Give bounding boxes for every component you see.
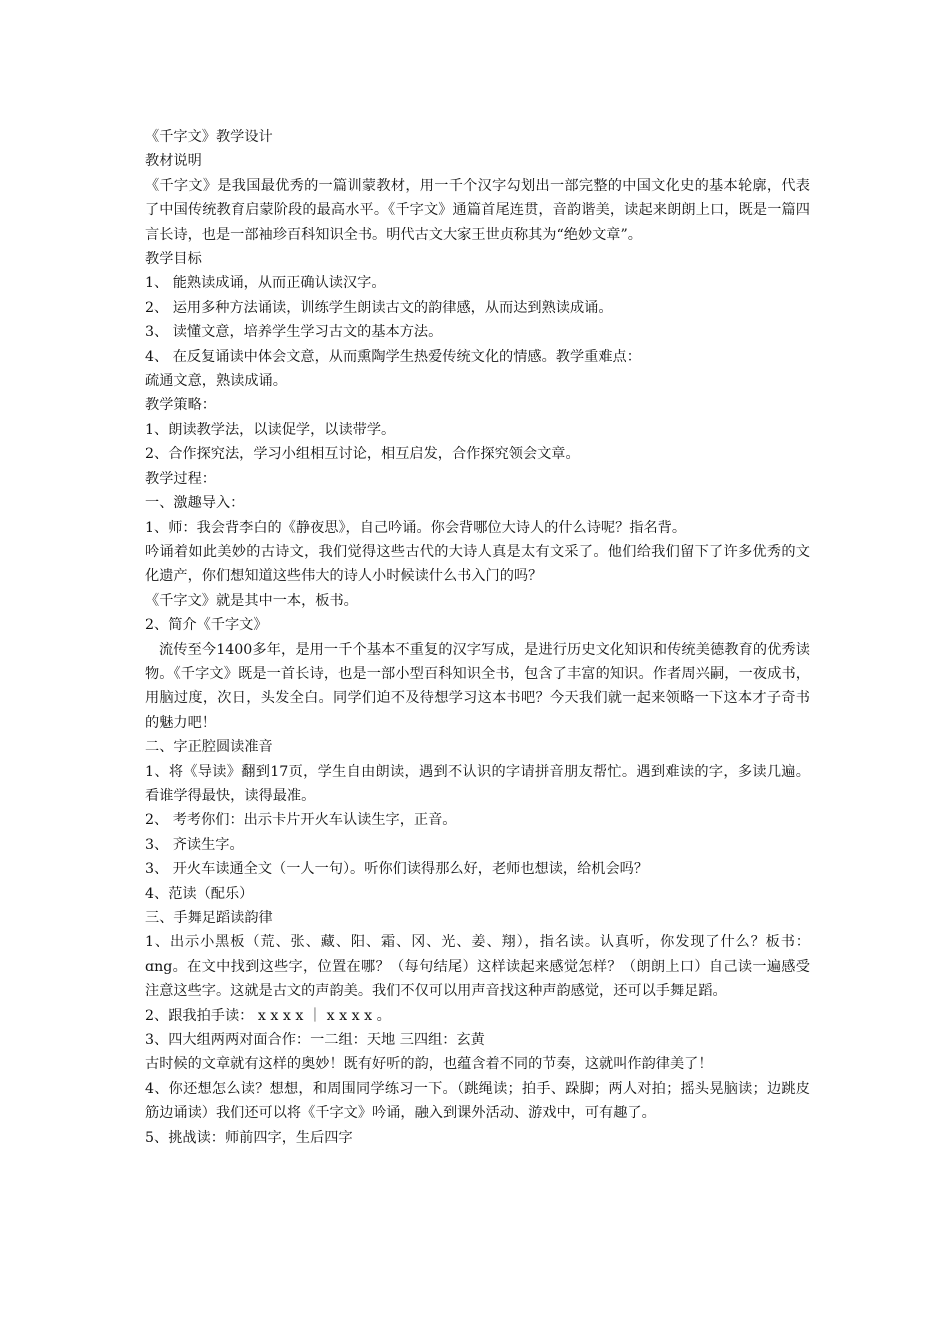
part3-item: 2、跟我拍手读： x x x x ｜ x x x x 。: [145, 1007, 391, 1024]
part2-item: 3、 开火车读通全文（一人一句）。听你们读得那么好，老师也想读，给机会吗？: [145, 861, 649, 878]
goals-heading: 教学目标: [145, 251, 202, 268]
goal-item: 4、 在反复诵读中体会文意，从而熏陶学生热爱传统文化的情感。教学重难点：: [145, 348, 641, 365]
strategy-heading: 教学策略：: [145, 397, 216, 414]
part2-heading: 二、字正腔圆读准音: [145, 739, 273, 756]
materials-heading: 教材说明: [145, 153, 202, 170]
document-page: [145, 125, 810, 1150]
part1-heading: 一、激趣导入：: [145, 495, 245, 512]
part3-item: 1、出示小黑板（荒、张、藏、阳、霜、冈、光、姜、翔），指名读。认真听，你发现了什么？板书：ɑng。在文中找到这些字，位置在哪？（每句结尾）这样读起来感觉怎样？（朗朗上口）自己读一遍感受注意这些字。这就是古文的声韵美。我们不仅可以用声音找这种声韵感觉，还可以手舞足蹈。: [145, 934, 810, 1000]
key-points-text: 疏通文意，熟读成诵。: [145, 373, 287, 390]
part3-heading: 三、手舞足蹈读韵律: [145, 910, 273, 926]
part1-intro-paragraph: 流传至今1400多年，是用一千个基本不重复的汉字写成，是进行历史文化知识和传统美德教育的优秀读物。《千字文》既是一首长诗，也是一部小型百科知识全书，包含了丰富的知识。作者周兴嗣，一夜成书，用脑过度，次日，头发全白。同学们迫不及待想学习这本书吧？今天我们就一起来领略一下这本才子奇书的魅力吧！: [145, 641, 810, 731]
materials-paragraph: 《千字文》是我国最优秀的一篇训蒙教材，用一千个汉字勾划出一部完整的中国文化史的基本轮廓，代表了中国传统教育启蒙阶段的最高水平。《千字文》通篇首尾连贯，音韵谐美，读起来朗朗上口，既是一篇四言长诗，也是一部袖珍百科知识全书。明代古文大家王世贞称其为“绝妙文章”。: [145, 177, 810, 243]
part1-item: 1、师：我会背李白的《静夜思》，自己吟诵。你会背哪位大诗人的什么诗呢？指名背。: [145, 519, 687, 536]
part3-item: 4、你还想怎么读？想想，和周围同学练习一下。（跳绳读；拍手、跺脚；两人对拍；摇头晃脑读；边跳皮筋边诵读）我们还可以将《千字文》吟诵，融入到课外活动、游戏中，可有趣了。: [145, 1080, 810, 1122]
document-title: 《千字文》教学设计: [145, 129, 273, 145]
part3-item: 3、四大组两两对面合作：一二组：天地 三四组：玄黄: [145, 1032, 485, 1049]
part3-item: 5、挑战读：师前四字，生后四字: [145, 1129, 353, 1146]
strategy-item: 2、合作探究法，学习小组相互讨论，相互启发，合作探究领会文章。: [145, 446, 580, 463]
part2-item: 1、将《导读》翻到17页，学生自由朗读，遇到不认识的字请拼音朋友帮忙。遇到难读的字，多读几遍。看谁学得最快，读得最准。: [145, 763, 810, 804]
goal-item: 1、 能熟读成诵，从而正确认读汉字。: [145, 275, 386, 292]
goal-item: 2、 运用多种方法诵读，训练学生朗读古文的韵律感，从而达到熟读成诵。: [145, 299, 613, 316]
strategy-item: 1、朗读教学法，以读促学，以读带学。: [145, 421, 396, 438]
part2-item: 4、范读（配乐）: [145, 885, 254, 902]
goal-item: 3、 读懂文意，培养学生学习古文的基本方法。: [145, 324, 443, 341]
process-heading: 教学过程：: [145, 470, 216, 487]
part2-item: 2、 考考你们：出示卡片开火车认读生字，正音。: [145, 812, 457, 829]
part1-note: 《千字文》就是其中一本，板书。: [145, 592, 358, 609]
part2-item: 3、 齐读生字。: [145, 836, 244, 853]
part3-paragraph: 古时候的文章就有这样的奥妙！既有好听的韵，也蕴含着不同的节奏，这就叫作韵律美了！: [145, 1056, 713, 1073]
part1-item: 2、简介《千字文》: [145, 617, 268, 634]
part1-paragraph: 吟诵着如此美妙的古诗文，我们觉得这些古代的大诗人真是太有文采了。他们给我们留下了许多优秀的文化遗产，你们想知道这些伟大的诗人小时候读什么书入门的吗？: [145, 543, 810, 585]
